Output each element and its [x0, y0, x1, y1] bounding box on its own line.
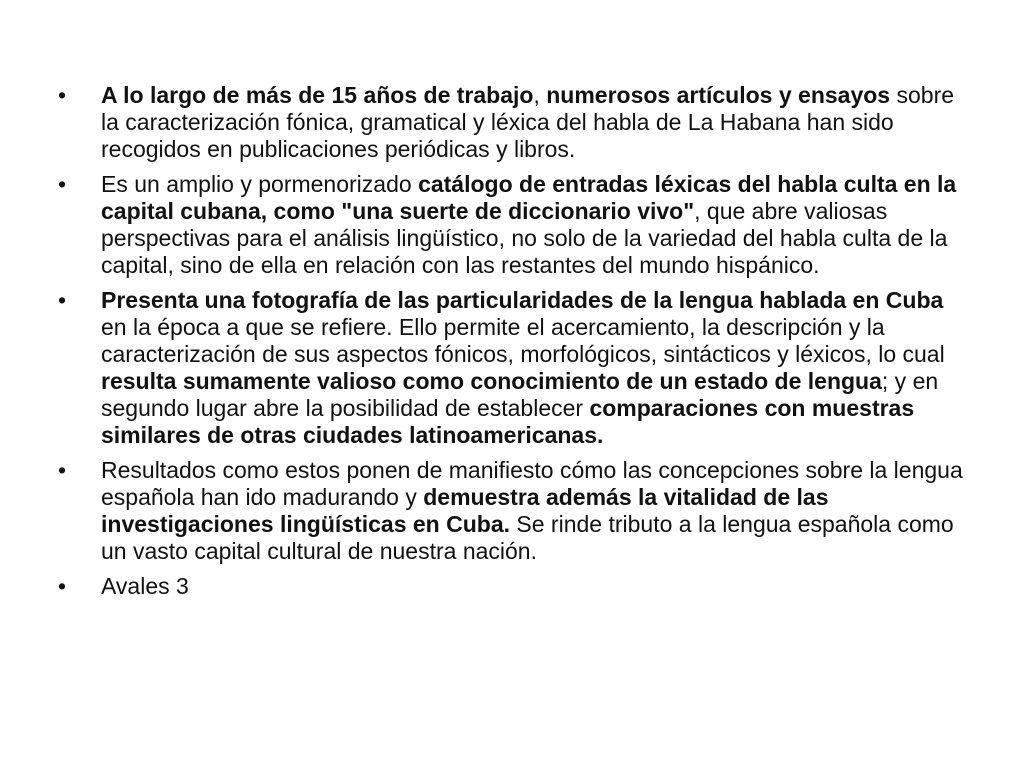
bullet-icon: •: [58, 573, 67, 599]
bullet-text: [101, 457, 963, 564]
plain-text: Avales 3: [101, 573, 189, 599]
bold-text: comparaciones con muestras similares de otras ciudades latinoamericanas.: [101, 395, 915, 448]
plain-text: sobre la caracterización fónica, gramatical y léxica del habla de La Habana han sido recogidos en publicaciones periódicas y libros.: [101, 82, 955, 162]
plain-text: Se rinde tributo a la lengua española como un vasto capital cultural de nuestra nación.: [101, 511, 954, 564]
plain-text: Resultados como estos ponen de manifiesto cómo las concepciones sobre la lengua española han ido madurando y: [101, 457, 963, 510]
bullet-item-3: [58, 287, 963, 449]
bold-text: numerosos artículos y ensayos: [546, 82, 891, 108]
bullet-text: [101, 573, 189, 599]
bullet-text: [101, 82, 954, 162]
plain-text: , que abre valiosas perspectivas para el análisis lingüístico, no solo de la variedad del habla culta de la capital, sino de ella en relación con las restantes del mundo hispánico.: [101, 198, 948, 278]
plain-text: Es un amplio y pormenorizado: [101, 171, 419, 197]
bullet-icon: •: [58, 457, 67, 483]
bullet-item-5: [58, 573, 963, 600]
plain-text: en la época a que se refiere. Ello permite el acercamiento, la descripción y la caracterización de sus aspectos fónicos, morfológicos, sintácticos y léxicos, lo cual: [101, 314, 945, 367]
bullet-text: [101, 171, 956, 278]
bullet-item-4: [58, 457, 963, 565]
bullet-icon: •: [58, 82, 67, 108]
bullet-text: [101, 287, 945, 448]
bullet-item-2: [58, 171, 963, 279]
plain-text: ,: [533, 82, 547, 108]
bold-text: catálogo de entradas léxicas del habla culta en la capital cubana, como "una suerte de diccionario vivo": [101, 171, 957, 224]
bullet-list: [58, 82, 963, 608]
bullet-icon: •: [58, 171, 67, 197]
bullet-item-1: [58, 82, 963, 163]
bold-text: A lo largo de más de 15 años de trabajo: [101, 82, 534, 108]
bold-text: Presenta una fotografía de las particularidades de la lengua hablada en Cuba: [101, 287, 944, 313]
bold-text: demuestra además la vitalidad de las investigaciones lingüísticas en Cuba.: [101, 484, 829, 537]
plain-text: ; y en segundo lugar abre la posibilidad de establecer: [101, 368, 939, 421]
bullet-icon: •: [58, 287, 67, 313]
bold-text: resulta sumamente valioso como conocimiento de un estado de lengua: [101, 368, 882, 394]
